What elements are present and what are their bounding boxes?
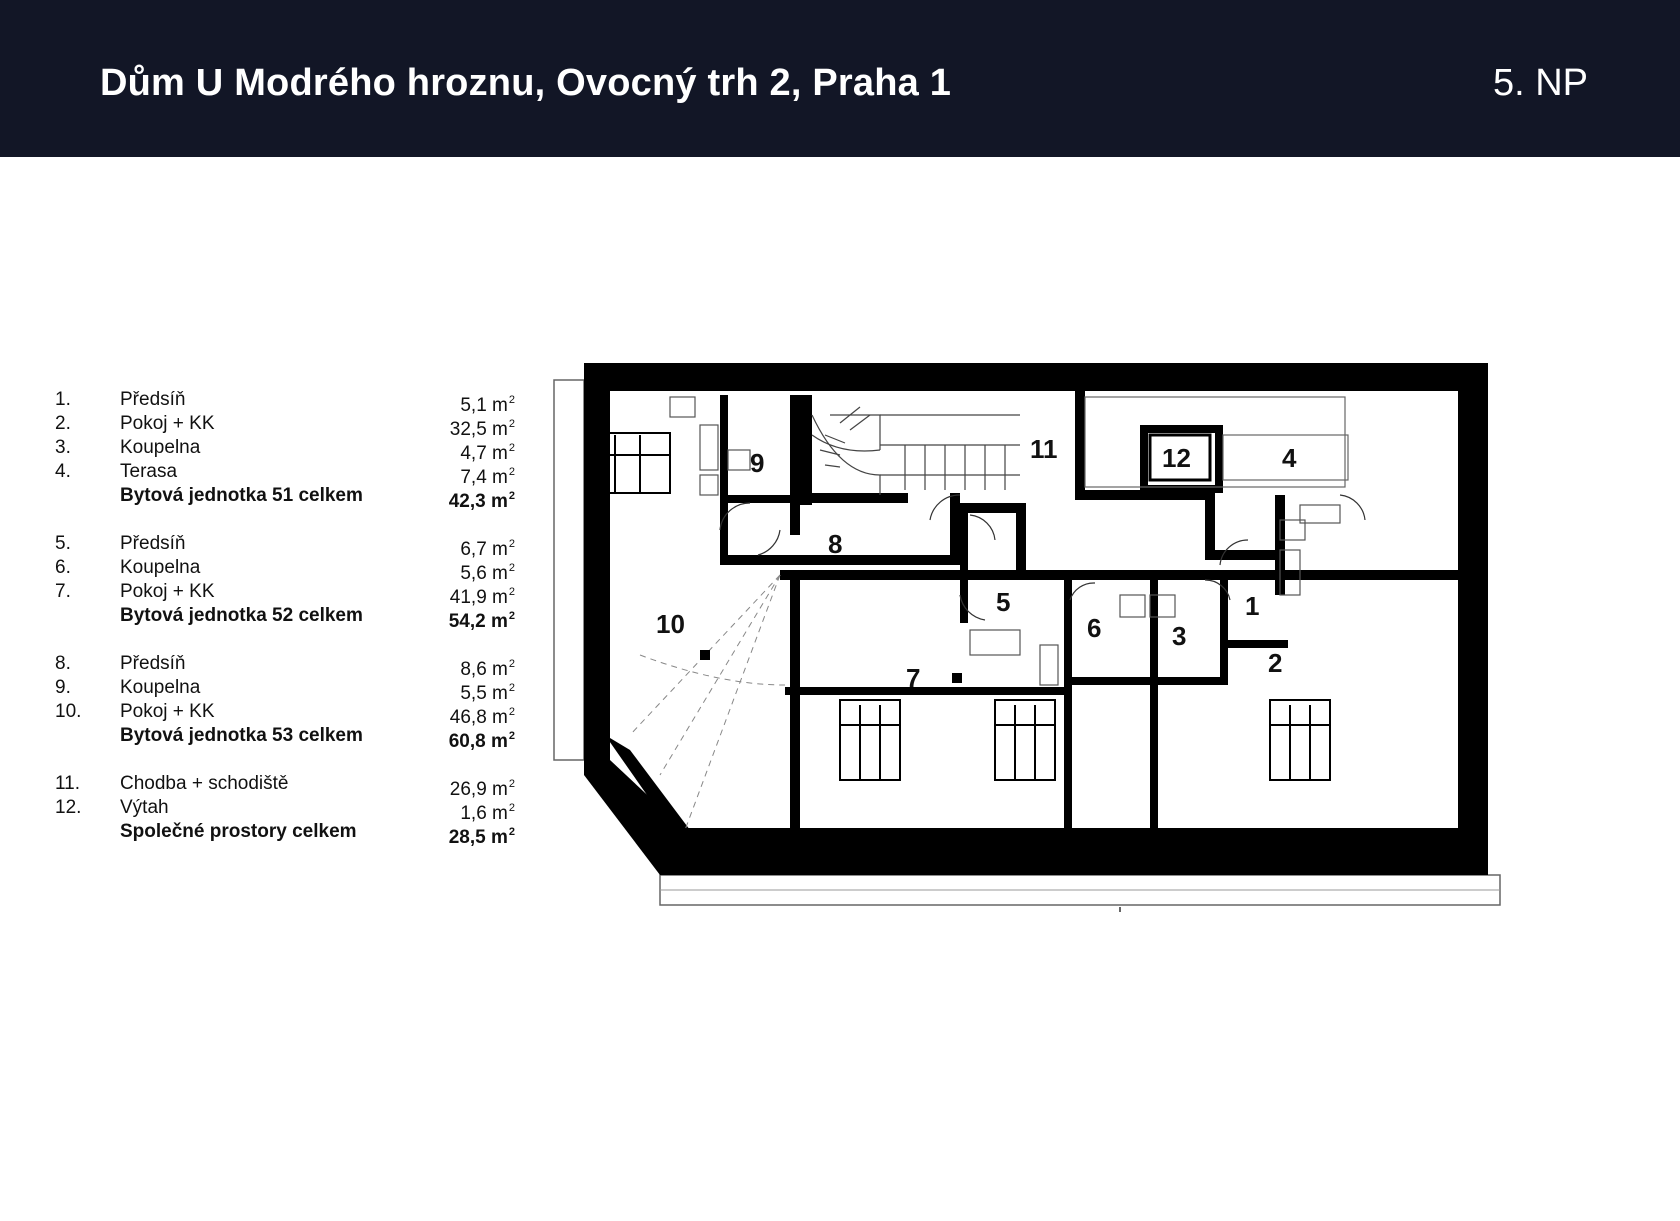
legend-row <box>55 436 515 464</box>
legend-row <box>55 652 515 680</box>
room-number: 4. <box>55 461 71 482</box>
legend-row <box>55 532 515 560</box>
legend-total-row <box>55 484 515 512</box>
wall-core-arc <box>968 503 1024 513</box>
legend-row <box>55 412 515 440</box>
wall-unit51-left <box>1205 495 1215 555</box>
outer-wall-top <box>584 363 1484 391</box>
floor-plan <box>540 355 1540 915</box>
legend-row <box>55 388 515 416</box>
wall-bath3-bottom <box>1068 677 1228 685</box>
room-name: Předsíň <box>120 653 186 674</box>
wall-lift-left <box>1140 425 1148 493</box>
legend-total-row <box>55 820 515 848</box>
room-number: 6. <box>55 557 71 578</box>
room-name: Terasa <box>120 461 178 482</box>
room-number: 5. <box>55 533 71 554</box>
room-number: 11. <box>55 773 81 794</box>
outer-wall-bottom <box>660 828 1488 875</box>
room-area: 1,6 $m^2$ <box>460 802 515 824</box>
staircase <box>812 407 1020 495</box>
floor-label: 5. NP <box>1492 62 1588 104</box>
room-name: Koupelna <box>120 557 201 578</box>
room-label-5: 5 <box>996 587 1011 617</box>
wall-unit51-bottom <box>1228 640 1288 648</box>
legend-row <box>55 580 515 608</box>
room-number: 9. <box>55 677 71 698</box>
room-area: 46,8 $m^2$ <box>449 706 515 728</box>
room-label-6: 6 <box>1087 613 1102 643</box>
legend-total-row <box>55 724 515 752</box>
room-name: Koupelna <box>120 437 201 458</box>
room-label-2: 2 <box>1268 648 1283 678</box>
legend-row <box>55 796 515 824</box>
room-label-1: 1 <box>1245 591 1260 621</box>
room-number: 2. <box>55 413 71 434</box>
outer-wall-left <box>584 363 610 763</box>
wall-bath9-left <box>720 395 728 565</box>
room-name: Předsíň <box>120 389 186 410</box>
wall-stairs-bottom <box>798 493 908 503</box>
room-name: Koupelna <box>120 677 201 698</box>
room-area: 8,6 $m^2$ <box>460 658 515 680</box>
room-name: Chodba + schodiště <box>120 773 289 794</box>
room-number: 1. <box>55 389 71 410</box>
room-area: 26,9 $m^2$ <box>449 778 515 800</box>
total-area: 60,8 $m^2$ <box>448 730 515 752</box>
page-title: Dům U Modrého hroznu, Ovocný trh 2, Praha 1 <box>100 62 952 104</box>
roof-outline <box>554 380 584 760</box>
room-number: 7. <box>55 581 71 602</box>
total-area: 42,3 $m^2$ <box>448 490 515 512</box>
wall-lift-right <box>1215 425 1223 493</box>
room-label-10: 10 <box>656 609 685 639</box>
total-name: Bytová jednotka 52 celkem <box>120 605 363 626</box>
room-area: 32,5 $m^2$ <box>449 418 515 440</box>
total-name: Společné prostory celkem <box>120 821 357 842</box>
column-marker <box>952 673 962 683</box>
room-label-4: 4 <box>1282 443 1297 473</box>
wall-lower-horizontal <box>780 570 1470 580</box>
wall-unit52-bottom-left <box>790 570 800 830</box>
room-area: 4,7 $m^2$ <box>460 442 515 464</box>
total-area: 28,5 $m^2$ <box>448 826 515 848</box>
room-name: Pokoj + KK <box>120 413 215 434</box>
room-label-11: 11 <box>1030 434 1058 464</box>
legend-row <box>55 772 515 800</box>
total-area: 54,2 $m^2$ <box>448 610 515 632</box>
legend-row <box>55 556 515 584</box>
room-number: 3. <box>55 437 71 458</box>
wall-terrace-bottom <box>1075 490 1215 500</box>
room-name: Výtah <box>120 797 169 818</box>
legend-group <box>55 388 515 512</box>
room-area: 5,1 $m^2$ <box>460 394 515 416</box>
wall-lift-top <box>1140 425 1220 433</box>
room-name: Pokoj + KK <box>120 701 215 722</box>
room-name: Pokoj + KK <box>120 581 215 602</box>
room-label-3: 3 <box>1172 621 1187 651</box>
wall-bath9 <box>720 495 800 503</box>
room-number: 8. <box>55 653 71 674</box>
column-marker <box>700 650 710 660</box>
wall-5-right <box>1064 580 1072 835</box>
room-name: Předsíň <box>120 533 186 554</box>
total-name: Bytová jednotka 51 celkem <box>120 485 363 506</box>
room-label-8: 8 <box>828 529 843 559</box>
room-area: 5,5 $m^2$ <box>460 682 515 704</box>
legend-row <box>55 460 515 488</box>
room-label-12: 12 <box>1162 443 1191 473</box>
room-label-9: 9 <box>750 448 765 478</box>
room-area: 5,6 $m^2$ <box>460 562 515 584</box>
room-area: 6,7 $m^2$ <box>460 538 515 560</box>
wall-bath6-right <box>1150 580 1158 835</box>
wall-stairs-left <box>798 395 812 505</box>
room-legend <box>55 388 515 868</box>
legend-total-row <box>55 604 515 632</box>
outer-wall-right <box>1458 363 1488 873</box>
wall-unit52-bottom <box>785 687 1070 695</box>
legend-group <box>55 532 515 632</box>
wall-hall8-right <box>950 493 960 563</box>
header-bar <box>0 0 1680 157</box>
wall-unit51-hall <box>1205 550 1285 560</box>
wall-bath3-right <box>1220 580 1228 680</box>
legend-group <box>55 652 515 752</box>
wall-terrace-left <box>1075 385 1085 495</box>
room-number: 10. <box>55 701 82 722</box>
room-label-7: 7 <box>906 663 921 693</box>
room-area: 7,4 $m^2$ <box>460 466 515 488</box>
legend-row <box>55 700 515 728</box>
legend-group <box>55 772 515 848</box>
room-number: 12. <box>55 797 82 818</box>
wall-core-right <box>1016 503 1026 573</box>
legend-row <box>55 676 515 704</box>
total-name: Bytová jednotka 53 celkem <box>120 725 363 746</box>
room-area: 41,9 $m^2$ <box>449 586 515 608</box>
